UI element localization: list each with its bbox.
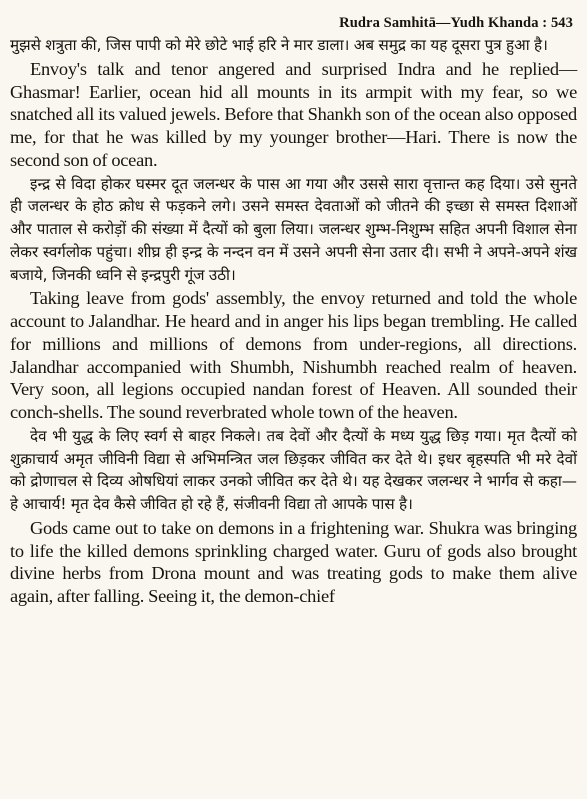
hindi-paragraph-1: मुझसे शत्रुता की, जिस पापी को मेरे छोटे भाई हरि ने मार डाला। अब समुद्र का यह दूसरा पुत्र हुआ है। [10,36,548,54]
english-paragraph-2: Taking leave from gods' assembly, the envoy returned and told the whole account to Jalandhar. He heard and in anger his lips began trembling. He called for millions and millions of demons from under-regions, all directions. Jalandhar accompanied with Shumbh, Nishumbh reached realm of heaven. Very soon, all legions occupied nandan forest of Heaven. All sounded their conch-shells. The sound reverbrated whole town of the heaven. [10,288,577,423]
english-paragraph-3: Gods came out to take on demons in a frightening war. Shukra was bringing to life the killed demons sprinkling charged water. Guru of gods also brought divine herbs from Drona mount and was treating gods to make them alive again, after falling. Seeing it, the demon-chief [10,517,577,607]
english-paragraph-1: Envoy's talk and tenor angered and surprised Indra and he replied—Ghasmar! Earlier, ocean hid all mounts in its armpit with my fear, so we snatched all its valued jewels. Before that Shankh son of the ocean also opposed me, for that he was killed by my younger brother—Hari. There is now the second son of ocean. [10,58,577,170]
hindi-paragraph-2: इन्द्र से विदा होकर घस्मर दूत जलन्धर के पास आ गया और उससे सारा वृत्तान्त कह दिया। उसे सुनते ही जलन्धर के होठ क्रोध से फड़कने लगे। उसने समस्त देवताओं को जीतने की इच्छा से समस्त दिशाओं और पाताल से करोड़ों की संख्या में दैत्यों को बुला लिया। जलन्धर शुम्भ-निशुम्भ सहित अपनी विशाल सेना लेकर स्वर्गलोक पहुंचा। शीघ्र ही इन्द्र के नन्दन वन में उसने अपनी सेना उतार दी। सभी ने अपने-अपने शंख बजाये, जिनकी ध्वनि से इन्द्रपुरी गूंज उठी। [10,174,577,284]
hindi-paragraph-3: देव भी युद्ध के लिए स्वर्ग से बाहर निकले। तब देवों और दैत्यों के मध्य युद्ध छिड़ गया। मृत दैत्यों को शुक्राचार्य अमृत जीविनी विद्या से अभिमन्त्रित जल छिड़कर जीवित कर देते थे। इधर बृहस्पति भी मरे देवों को द्रोणाचल से दिव्य ओषधियां लाकर उनको जीवित कर देते थे। यह देखकर जलन्धर ने भार्गव से कहा—हे आचार्य! मृत देव कैसे जीवित हो रहे हैं, संजीवनी विद्या तो आपके पास है। [10,426,577,514]
running-header: Rudra Samhitā—Yudh Khanda : 543 [339,15,573,31]
